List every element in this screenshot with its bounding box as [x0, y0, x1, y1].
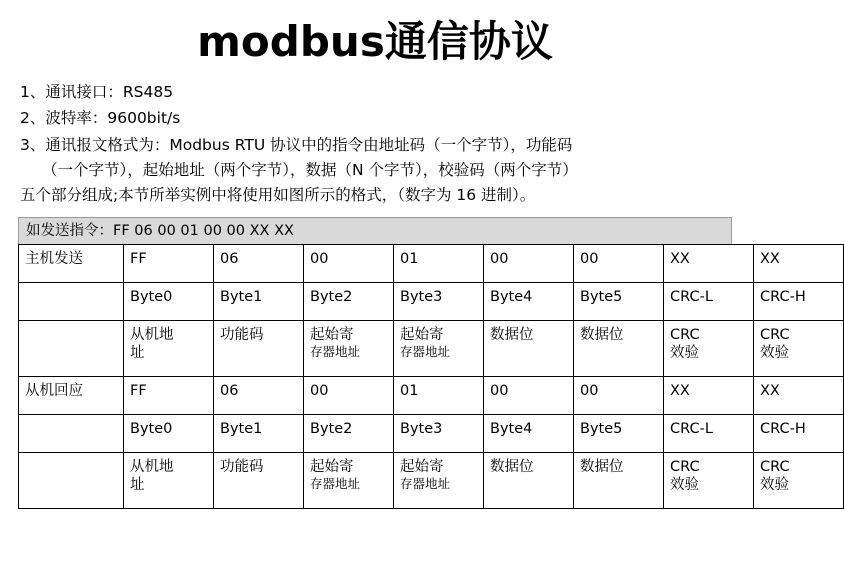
cell-master-crcl: XX — [664, 244, 754, 282]
cell-slave-desc-start-reg-hi: 起始寄 存器地址 — [304, 452, 394, 508]
cell-slave-desc-function: 功能码 — [214, 452, 304, 508]
paragraph-message-format-line2: （一个字节），起始地址（两个字节），数据（N 个字节），校验码（两个字节） — [42, 160, 578, 179]
cell-slave-name-byte1: Byte1 — [214, 414, 304, 452]
row-label-empty-1 — [19, 282, 124, 320]
cell-slave-desc-data-hi: 数据位 — [484, 452, 574, 508]
cell-slave-byte4: 00 — [484, 376, 574, 414]
cell-master-desc-data-lo: 数据位 — [574, 320, 664, 376]
cell-master-byte2: 00 — [304, 244, 394, 282]
row-label-empty-2 — [19, 320, 124, 376]
cell-master-name-byte4: Byte4 — [484, 282, 574, 320]
cell-slave-crch: XX — [754, 376, 844, 414]
cell-slave-byte5: 00 — [574, 376, 664, 414]
cell-slave-byte0: FF — [124, 376, 214, 414]
cell-slave-name-crch: CRC-H — [754, 414, 844, 452]
paragraph-interface: 1、通讯接口：RS485 — [20, 83, 174, 102]
table-row — [19, 452, 844, 508]
row-label-empty-4 — [19, 452, 124, 508]
cell-master-name-byte0: Byte0 — [124, 282, 214, 320]
row-label-master-send: 主机发送 — [19, 244, 124, 282]
cell-master-name-crcl: CRC-L — [664, 282, 754, 320]
cell-slave-desc-data-lo: 数据位 — [574, 452, 664, 508]
cell-slave-byte2: 00 — [304, 376, 394, 414]
cell-slave-name-byte0: Byte0 — [124, 414, 214, 452]
cell-master-byte4: 00 — [484, 244, 574, 282]
cell-slave-name-crcl: CRC-L — [664, 414, 754, 452]
cell-master-desc-start-reg-hi: 起始寄 存器地址 — [304, 320, 394, 376]
cell-slave-desc-start-reg-lo: 起始寄 存器地址 — [394, 452, 484, 508]
cell-master-name-byte2: Byte2 — [304, 282, 394, 320]
cell-master-byte1: 06 — [214, 244, 304, 282]
cell-master-desc-start-reg-lo: 起始寄 存器地址 — [394, 320, 484, 376]
cell-master-desc-data-hi: 数据位 — [484, 320, 574, 376]
table-row — [19, 244, 844, 282]
cell-master-desc-crc-h: CRC 效验 — [754, 320, 844, 376]
row-label-slave-reply: 从机回应 — [19, 376, 124, 414]
cell-slave-name-byte2: Byte2 — [304, 414, 394, 452]
cell-slave-desc-slave-addr: 从机地 址 — [124, 452, 214, 508]
cell-master-byte0: FF — [124, 244, 214, 282]
cell-master-byte3: 01 — [394, 244, 484, 282]
cell-slave-desc-crc-h: CRC 效验 — [754, 452, 844, 508]
table-row — [19, 414, 844, 452]
paragraph-message-format — [20, 133, 732, 208]
cell-master-name-byte1: Byte1 — [214, 282, 304, 320]
cell-slave-name-byte4: Byte4 — [484, 414, 574, 452]
table-row — [19, 376, 844, 414]
paragraph-message-format-line3: 五个部分组成;本节所举实例中将使用如图所示的格式，（数字为 16 进制）。 — [20, 185, 536, 204]
document-page — [0, 17, 806, 563]
cell-slave-crcl: XX — [664, 376, 754, 414]
cell-master-name-crch: CRC-H — [754, 282, 844, 320]
cell-master-desc-slave-addr: 从机地 址 — [124, 320, 214, 376]
paragraph-baudrate: 2、波特率：9600bit/s — [20, 109, 181, 128]
cell-slave-byte3: 01 — [394, 376, 484, 414]
cell-master-desc-crc-l: CRC 效验 — [664, 320, 754, 376]
modbus-frame-table — [18, 244, 844, 509]
cell-master-desc-function: 功能码 — [214, 320, 304, 376]
cell-master-byte5: 00 — [574, 244, 664, 282]
cell-master-crch: XX — [754, 244, 844, 282]
cell-slave-name-byte3: Byte3 — [394, 414, 484, 452]
command-example-bar: 如发送指令：FF 06 00 01 00 00 XX XX — [18, 217, 732, 244]
cell-master-name-byte3: Byte3 — [394, 282, 484, 320]
cell-slave-desc-crc-l: CRC 效验 — [664, 452, 754, 508]
table-row — [19, 282, 844, 320]
cell-slave-name-byte5: Byte5 — [574, 414, 664, 452]
page-title: modbus通信协议 — [197, 17, 553, 66]
cell-master-name-byte5: Byte5 — [574, 282, 664, 320]
paragraph-message-format-line1: 3、通讯报文格式为：Modbus RTU 协议中的指令由地址码（一个字节），功能码 — [20, 135, 573, 154]
row-label-empty-3 — [19, 414, 124, 452]
cell-slave-byte1: 06 — [214, 376, 304, 414]
table-row — [19, 320, 844, 376]
